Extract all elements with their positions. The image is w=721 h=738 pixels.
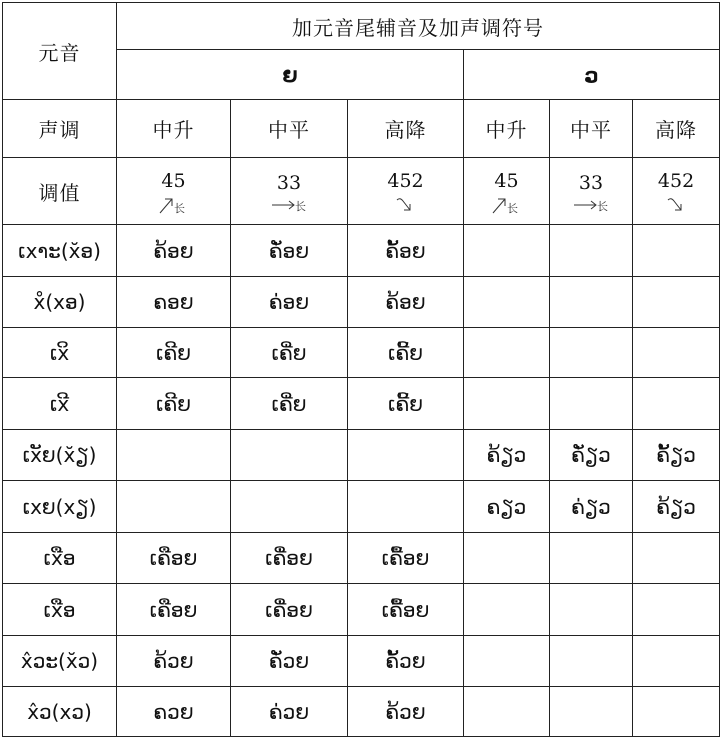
level-arrow-icon (270, 197, 308, 213)
syllable-cell (231, 430, 348, 481)
syllable-cell (633, 378, 720, 430)
tone-value: 452 (387, 169, 424, 192)
vowel-cell: ເxາະ(x̆ອ) (3, 225, 117, 277)
long-mark: 长 (597, 199, 608, 213)
table-row (3, 636, 720, 687)
table-row (3, 378, 720, 430)
tone-cell: 中平 (231, 100, 348, 158)
syllable-cell (633, 636, 720, 687)
tone-value: 33 (276, 171, 302, 194)
rise-arrow-icon (157, 195, 191, 215)
syllable-cell (633, 533, 720, 584)
table-row (3, 430, 720, 481)
syllable-cell: ເຄື່ອຍ (231, 584, 348, 636)
syllable-cell (550, 533, 633, 584)
syllable-cell: ເຄີ້ຍ (348, 378, 464, 430)
syllable-cell: ເຄື້ອຍ (348, 533, 464, 584)
syllable-cell: ເຄືອຍ (117, 584, 231, 636)
syllable-cell: ຄຽວ (464, 481, 550, 533)
syllable-cell: ຄ້ັວຍ (348, 636, 464, 687)
tone-value-cell (117, 158, 231, 225)
vowel-cell: ເxຍ(xຽ) (3, 481, 117, 533)
syllable-cell: ຄ່ອຍ (231, 277, 348, 328)
fall-curve-icon (387, 195, 423, 215)
syllable-cell: ຄອຍ (117, 277, 231, 328)
table-row (3, 584, 720, 636)
syllable-cell (231, 481, 348, 533)
syllable-cell: ເຄີ່ຍ (231, 378, 348, 430)
level-arrow-icon (572, 197, 610, 213)
syllable-cell (633, 277, 720, 328)
table-row (3, 277, 720, 328)
group-header: 加元音尾辅音及加声调符号 (117, 3, 720, 50)
syllable-cell (464, 378, 550, 430)
value-row (3, 158, 720, 225)
table-row (3, 225, 720, 277)
syllable-cell (464, 328, 550, 378)
syllable-cell: ເຄືອຍ (117, 533, 231, 584)
final-y-header: ຍ (117, 50, 464, 100)
syllable-cell: ຄ້ອຍ (348, 277, 464, 328)
syllable-cell: ເຄື່ອຍ (231, 533, 348, 584)
tone-row (3, 100, 720, 158)
syllable-cell (633, 687, 720, 737)
tone-value-cell (633, 158, 720, 225)
syllable-cell (464, 277, 550, 328)
syllable-cell (633, 225, 720, 277)
table-row (3, 481, 720, 533)
syllable-cell: ຄ້ອຍ (117, 225, 231, 277)
syllable-cell: ເຄີ້ຍ (348, 328, 464, 378)
syllable-cell: ຄ້ັຽວ (633, 430, 720, 481)
table-row (3, 328, 720, 378)
syllable-cell: ຄ້ວຍ (348, 687, 464, 737)
tone-value-cell (231, 158, 348, 225)
syllable-cell: ເຄີຍ (117, 328, 231, 378)
syllable-cell: ຄ້ຽວ (464, 430, 550, 481)
syllable-cell (464, 533, 550, 584)
syllable-cell (348, 481, 464, 533)
syllable-cell: ຄ້ັອຍ (348, 225, 464, 277)
table-row (3, 687, 720, 737)
syllable-cell: ຄວຍ (117, 687, 231, 737)
syllable-cell: ຄ່ັອຍ (231, 225, 348, 277)
long-mark: 长 (295, 199, 306, 213)
syllable-cell: ຄ່ັຽວ (550, 430, 633, 481)
vowel-cell: ເxືອ (3, 533, 117, 584)
long-mark: 长 (506, 201, 518, 215)
tone-value-cell (464, 158, 550, 225)
value-label: 调值 (3, 158, 117, 225)
syllable-cell (464, 584, 550, 636)
syllable-cell: ເຄີຍ (117, 378, 231, 430)
vowel-cell: ເxັຍ(x̆ຽ) (3, 430, 117, 481)
vowel-cell: ເxີ (3, 378, 117, 430)
syllable-cell (464, 636, 550, 687)
vowel-cell: x̂ວ(xວ) (3, 687, 117, 737)
vowel-cell: x̂ວະ(x̆ວ) (3, 636, 117, 687)
rise-arrow-icon (490, 195, 524, 215)
tone-cell: 高降 (348, 100, 464, 158)
syllable-cell (117, 430, 231, 481)
tone-value: 45 (494, 169, 519, 192)
tone-cell: 高降 (633, 100, 720, 158)
tone-value: 33 (578, 171, 604, 194)
final-o-header: ວ (464, 50, 720, 100)
syllable-cell: ຄ້ຽວ (633, 481, 720, 533)
syllable-cell: ຄ່ຽວ (550, 481, 633, 533)
syllable-cell: ເຄີ່ຍ (231, 328, 348, 378)
syllable-cell (633, 584, 720, 636)
tone-value-cell (550, 158, 633, 225)
syllable-cell (633, 328, 720, 378)
syllable-cell (550, 687, 633, 737)
tone-value: 452 (657, 169, 695, 192)
tone-cell: 中平 (550, 100, 633, 158)
syllable-cell (348, 430, 464, 481)
syllable-cell: ຄ່ວຍ (231, 687, 348, 737)
fall-curve-icon (658, 195, 694, 215)
tone-value: 45 (161, 169, 186, 192)
syllable-cell: ເຄື້ອຍ (348, 584, 464, 636)
table-row (3, 533, 720, 584)
syllable-cell (550, 584, 633, 636)
syllable-cell (550, 636, 633, 687)
syllable-cell (464, 687, 550, 737)
vowel-header: 元音 (3, 3, 117, 100)
vowel-cell: x̊(xອ) (3, 277, 117, 328)
syllable-cell (550, 328, 633, 378)
long-mark: 长 (173, 201, 185, 215)
syllable-cell (117, 481, 231, 533)
syllable-cell: ຄ້ວຍ (117, 636, 231, 687)
syllable-cell (550, 277, 633, 328)
tone-cell: 中升 (464, 100, 550, 158)
tone-value-cell (348, 158, 464, 225)
tone-label: 声调 (3, 100, 117, 158)
syllable-cell (464, 225, 550, 277)
syllable-cell (550, 225, 633, 277)
tone-table (2, 2, 720, 737)
vowel-cell: ເxິ (3, 328, 117, 378)
syllable-cell: ຄ່ັວຍ (231, 636, 348, 687)
tone-cell: 中升 (117, 100, 231, 158)
vowel-cell: ເxືອ (3, 584, 117, 636)
syllable-cell (550, 378, 633, 430)
